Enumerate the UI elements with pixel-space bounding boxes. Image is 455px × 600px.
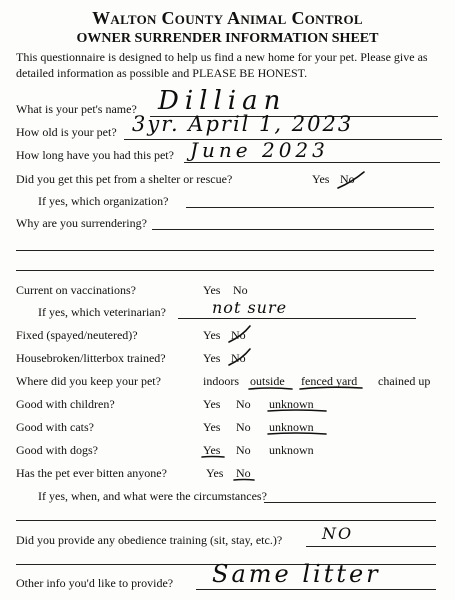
cats-yes-option[interactable]: Yes bbox=[203, 420, 221, 434]
pet-name-label: What is your pet's name? bbox=[16, 102, 137, 116]
housebroken-label: Housebroken/litterbox trained? bbox=[16, 351, 166, 365]
surrender-reason-label: Why are you surrendering? bbox=[16, 216, 147, 230]
other-info-line bbox=[196, 589, 436, 590]
surrender-reason-line-2 bbox=[16, 250, 434, 251]
cats-unknown-option[interactable]: unknown bbox=[269, 420, 314, 434]
shelter-yes-option[interactable]: Yes bbox=[312, 172, 330, 186]
fixed-yes-option[interactable]: Yes bbox=[203, 328, 221, 342]
organization-label: If yes, which organization? bbox=[38, 194, 169, 208]
shelter-question-label: Did you get this pet from a shelter or rescue? bbox=[16, 172, 233, 186]
intro-text: This questionnaire is designed to help us find a new home for your pet. Please give as detailed information as possible and PLEASE BE HONEST. bbox=[16, 50, 428, 80]
surrender-reason-line-1 bbox=[152, 229, 434, 230]
fixed-no-option[interactable]: No bbox=[231, 328, 246, 342]
pet-age-label: How old is your pet? bbox=[16, 125, 117, 139]
bite-circumstances-label: If yes, when, and what were the circumstances? bbox=[38, 489, 267, 503]
bitten-no-option[interactable]: No bbox=[236, 466, 251, 480]
kept-fenced-yard-option[interactable]: fenced yard bbox=[301, 374, 358, 388]
pet-name-answer: Dillian bbox=[158, 86, 287, 116]
dogs-yes-option[interactable]: Yes bbox=[203, 443, 221, 457]
bitten-yes-option[interactable]: Yes bbox=[206, 466, 224, 480]
shelter-no-option[interactable]: No bbox=[340, 172, 355, 186]
kept-outside-option[interactable]: outside bbox=[250, 374, 285, 388]
children-yes-option[interactable]: Yes bbox=[203, 397, 221, 411]
vaccination-no-option[interactable]: No bbox=[233, 283, 248, 297]
kept-location-label: Where did you keep your pet? bbox=[16, 374, 161, 388]
training-line bbox=[306, 546, 436, 547]
pet-age-answer: 3yr. April 1, 2023 bbox=[132, 112, 354, 136]
other-info-label: Other info you'd like to provide? bbox=[16, 576, 174, 590]
ownership-duration-label: How long have you had this pet? bbox=[16, 148, 174, 162]
organization-line bbox=[186, 207, 434, 208]
surrender-reason-line-3 bbox=[16, 270, 434, 271]
kept-indoors-option[interactable]: indoors bbox=[203, 374, 239, 388]
ownership-duration-answer: June 2023 bbox=[190, 138, 329, 162]
dogs-unknown-option[interactable]: unknown bbox=[269, 443, 314, 457]
kept-chained-up-option[interactable]: chained up bbox=[378, 374, 431, 388]
org-header: Walton County Animal Control bbox=[92, 8, 363, 28]
veterinarian-label: If yes, which veterinarian? bbox=[38, 305, 166, 319]
training-label: Did you provide any obedience training (sit, stay, etc.)? bbox=[16, 533, 283, 547]
vaccination-label: Current on vaccinations? bbox=[16, 283, 136, 297]
dogs-no-option[interactable]: No bbox=[236, 443, 251, 457]
veterinarian-answer: not sure bbox=[212, 298, 288, 317]
housebroken-no-option[interactable]: No bbox=[231, 351, 246, 365]
other-info-answer: Same litter bbox=[212, 560, 381, 588]
fixed-label: Fixed (spayed/neutered)? bbox=[16, 328, 138, 342]
cats-label: Good with cats? bbox=[16, 420, 94, 434]
children-unknown-option[interactable]: unknown bbox=[269, 397, 314, 411]
bitten-label: Has the pet ever bitten anyone? bbox=[16, 466, 167, 480]
cats-no-option[interactable]: No bbox=[236, 420, 251, 434]
children-no-option[interactable]: No bbox=[236, 397, 251, 411]
vaccination-yes-option[interactable]: Yes bbox=[203, 283, 221, 297]
dogs-label: Good with dogs? bbox=[16, 443, 98, 457]
training-answer: NO bbox=[322, 524, 354, 543]
veterinarian-line bbox=[178, 318, 416, 319]
bite-circumstances-line-1 bbox=[264, 502, 436, 503]
children-label: Good with children? bbox=[16, 397, 115, 411]
housebroken-yes-option[interactable]: Yes bbox=[203, 351, 221, 365]
bite-circumstances-line-2 bbox=[16, 520, 436, 521]
ownership-duration-line bbox=[184, 162, 440, 163]
form-title: OWNER SURRENDER INFORMATION SHEET bbox=[76, 31, 379, 46]
